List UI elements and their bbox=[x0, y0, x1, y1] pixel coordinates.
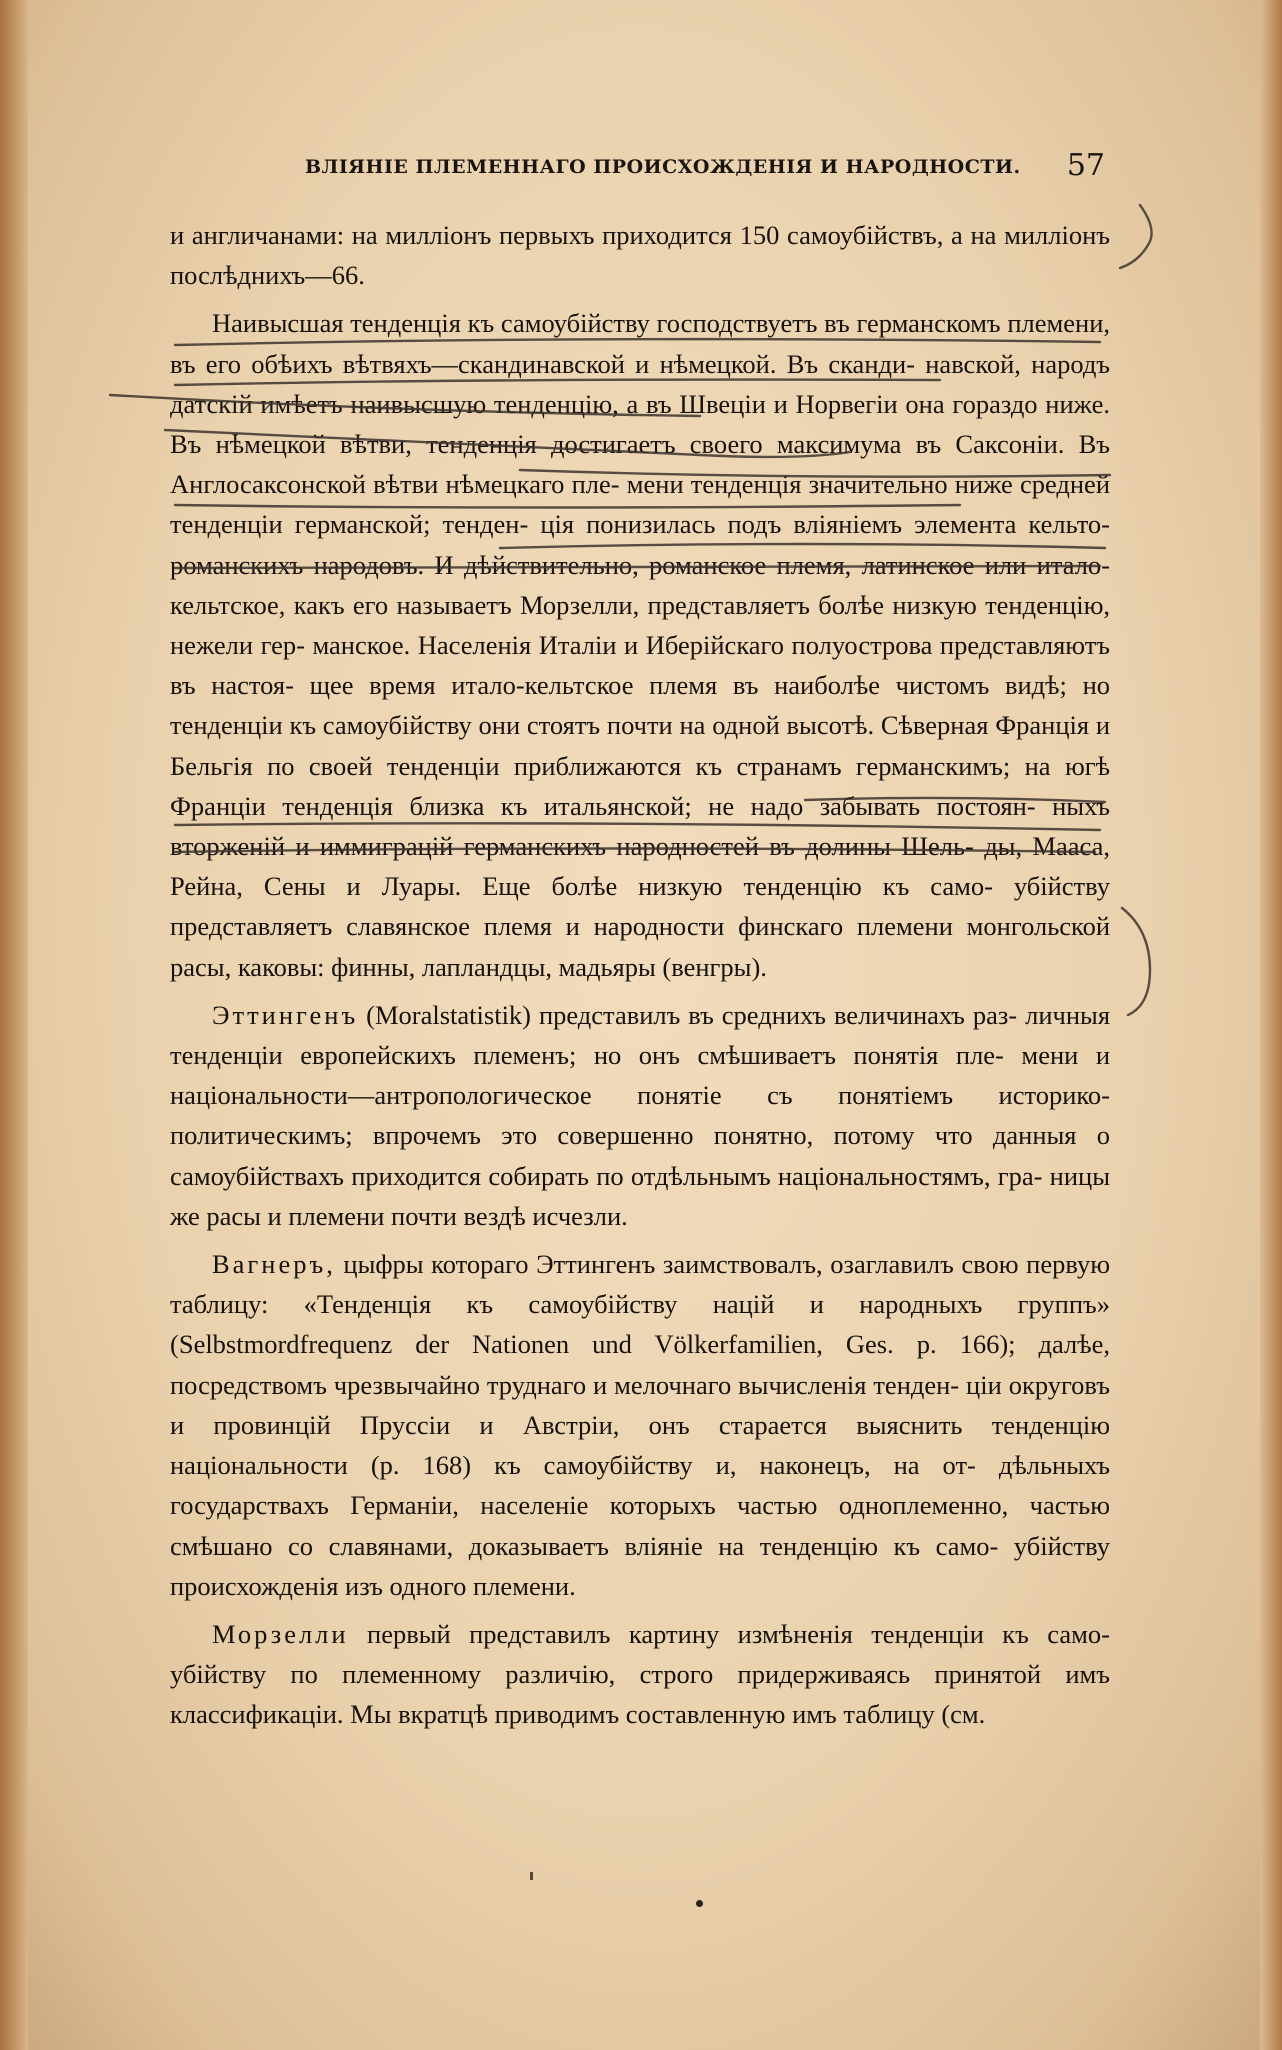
running-title: ВЛІЯНІЕ ПЛЕМЕННАГО ПРОИСХОЖДЕНІЯ И НАРОДНОСТИ. bbox=[305, 156, 1021, 178]
paragraph bbox=[170, 1244, 1110, 1606]
text-line: самоубійствахъ приходится собирать по отдѣльнымъ національностямъ, гра- bbox=[170, 1160, 1043, 1191]
text-line: племени, въ его обѣихъ вѣтвяхъ—скандинавской и нѣмецкой. Въ сканди- bbox=[170, 308, 1111, 379]
body-text bbox=[170, 215, 1110, 1735]
text-line: ціи округовъ и провинцій Пруссіи и Австріи, онъ старается выяснить bbox=[170, 1369, 1110, 1440]
paragraph-lead-word: Эттингенъ bbox=[212, 999, 359, 1030]
paragraph bbox=[170, 303, 1110, 986]
text-line: милліонъ послѣднихъ—66. bbox=[170, 220, 1111, 291]
text-line: мени и національности—антропологическое понятіе съ понятіемъ историко- bbox=[170, 1040, 1111, 1111]
pencil-bracket-right bbox=[1122, 908, 1150, 1015]
text-line: частью смѣшано со славянами, доказываетъ вліяніе на тенденцію къ само- bbox=[170, 1490, 1110, 1561]
paragraph-lead-word: Вагнеръ, bbox=[212, 1249, 336, 1280]
text-line: навской, народъ датскій имѣетъ наивысшую тенденцію, а въ Швеціи и bbox=[170, 348, 1111, 419]
text-line: политическимъ; впрочемъ это совершенно понятно, потому что данныя о bbox=[170, 1120, 1110, 1151]
text-line: щее время итало-кельтское племя въ наиболѣе чистомъ видѣ; но тенденціи bbox=[170, 670, 1110, 741]
text-line: цыфры котораго Эттингенъ заимствовалъ, озаглавилъ свою bbox=[335, 1249, 1019, 1280]
text-line: ныхъ вторженій и иммиграцій германскихъ народностей въ долины Шель- bbox=[170, 790, 1111, 862]
page-edge-right bbox=[1260, 0, 1282, 2050]
text-line: ницы же расы и племени почти вездѣ исчезли. bbox=[170, 1160, 1111, 1231]
text-line: классификаціи. Мы вкратцѣ приводимъ составленную имъ таблицу (см. bbox=[170, 1699, 986, 1730]
text-line: далѣе, посредствомъ чрезвычайно труднаго и мелочнаго вычисленія тенден- bbox=[170, 1329, 1110, 1400]
text-line: къ самоубійству они стоятъ почти на одной высотѣ. Сѣверная Франція и bbox=[289, 710, 1111, 741]
page-header bbox=[170, 148, 1105, 188]
text-line: Наивысшая тенденція къ самоубійству господствуетъ въ германскомъ bbox=[212, 308, 1001, 339]
paragraph bbox=[170, 995, 1110, 1236]
text-line: ды, Мааса, Рейна, Сены и Луары. Еще болѣе низкую тенденцію къ само- bbox=[170, 831, 1110, 902]
text-line: личныя тенденціи европейскихъ племенъ; но онъ смѣшиваетъ понятія пле- bbox=[170, 999, 1111, 1071]
pencil-bracket-top bbox=[1120, 205, 1152, 268]
text-line: тенденцію національности (p. 168) къ самоубійству и, наконецъ, на от- bbox=[170, 1409, 1110, 1481]
text-line: убійству по племенному различію, строго придерживаясь принятой имъ bbox=[170, 1659, 1110, 1690]
text-line: Бельгія по своей тенденціи приближаются къ странамъ германскимъ; на bbox=[170, 750, 1051, 781]
text-line: манское. Населенія Италіи и Иберійскаго полуострова представляютъ въ настоя- bbox=[170, 630, 1110, 701]
text-line: дѣльныхъ государствахъ Германіи, населеніе которыхъ частью одноплеменно, bbox=[170, 1450, 1110, 1521]
paragraph bbox=[170, 215, 1110, 295]
paragraph-lead-word: Морзелли bbox=[212, 1618, 349, 1649]
text-line: (Moralstatistik) представилъ въ среднихъ величинахъ раз- bbox=[358, 999, 1018, 1030]
text-line: мени тенденція значительно ниже средней тенденціи германской; тенден- bbox=[170, 469, 1110, 540]
text-line: называетъ Морзелли, представляетъ болѣе низкую тенденцію, нежели гер- bbox=[170, 589, 1110, 661]
text-line: монгольской расы, каковы: финны, лапландцы, мадьяры (венгры). bbox=[170, 911, 1110, 982]
paragraph bbox=[170, 1614, 1110, 1735]
text-line: югѣ Франціи тенденція близка къ итальянской; не надо забывать постоян- bbox=[170, 750, 1110, 821]
text-line: первый представилъ картину измѣненія тенденціи къ само- bbox=[348, 1618, 1110, 1649]
text-line: дѣйствительно, романское племя, латинское или итало-кельтское, какъ его bbox=[170, 549, 1111, 620]
text-line: Норвегіи она гораздо ниже. Въ нѣмецкой вѣтви, тенденція достигаетъ bbox=[170, 388, 1110, 460]
text-line: убійству происхожденія изъ одного племени. bbox=[170, 1530, 1110, 1601]
text-line: убійству представляетъ славянское племя и народности финскаго племени bbox=[170, 871, 1110, 942]
ink-mark bbox=[530, 1872, 533, 1880]
ink-dot bbox=[696, 1900, 703, 1907]
text-line: первую таблицу: «Тенденція къ самоубійству націй и народныхъ группъ» bbox=[170, 1249, 1110, 1320]
text-line: своего максимума въ Саксоніи. Въ Англосаксонской вѣтви нѣмецкаго пле- bbox=[170, 429, 1111, 500]
page-edge-left bbox=[0, 0, 28, 2050]
text-line: ція понизилась подъ вліяніемъ элемента кельто-романскихъ народовъ. И bbox=[170, 509, 1110, 580]
text-line: и англичанами: на милліонъ первыхъ приходится 150 самоубійствъ, а на bbox=[170, 220, 997, 250]
page-number: 57 bbox=[1066, 148, 1105, 183]
text-line: (Selbstmordfrequenz der Nationen und Völkerfamilien, Ges. p. 166); bbox=[170, 1329, 1016, 1360]
